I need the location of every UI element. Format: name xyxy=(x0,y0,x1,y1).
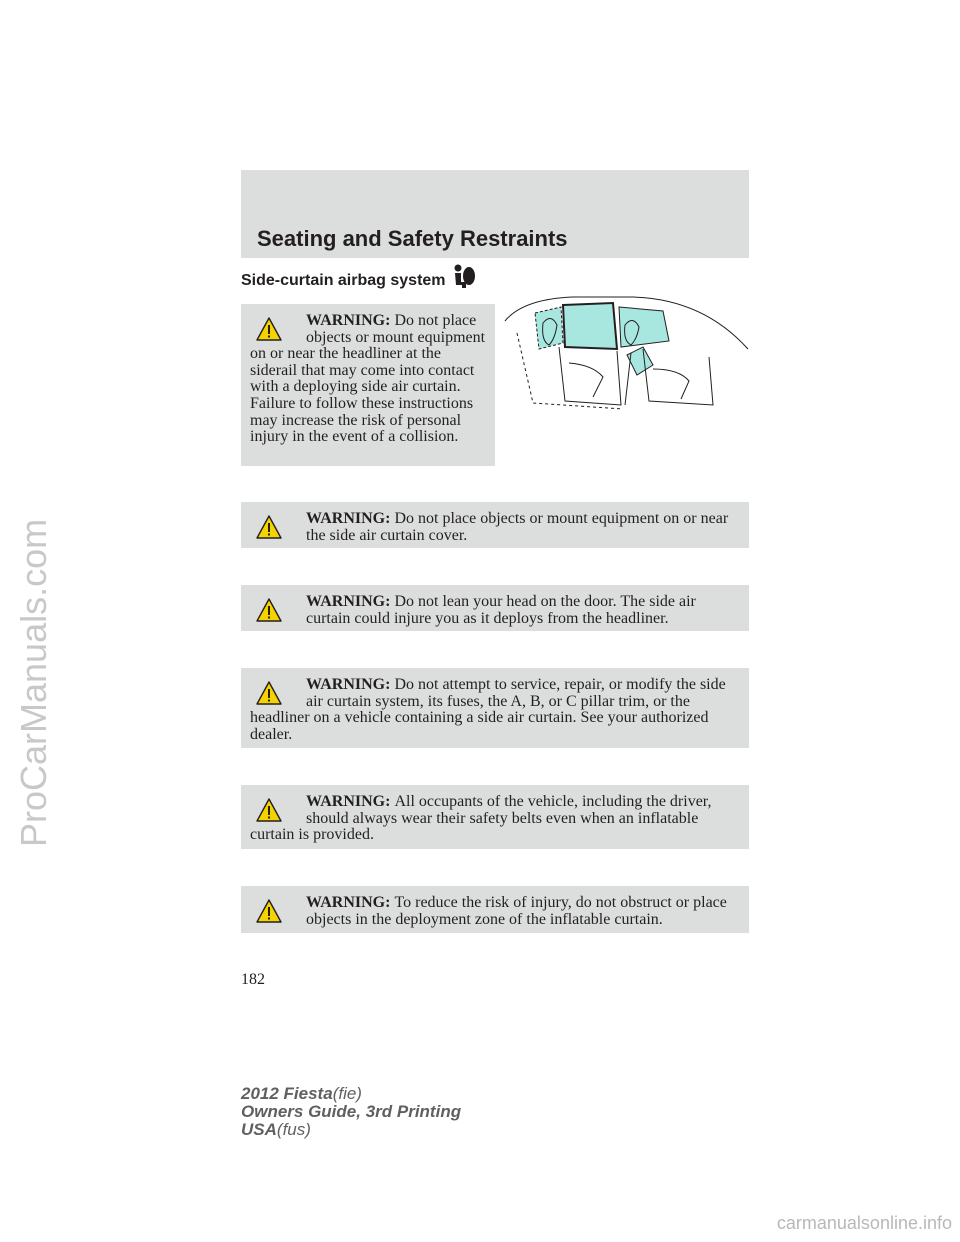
side-curtain-illustration xyxy=(503,293,750,411)
warning-box xyxy=(241,886,749,933)
footer-market-code: (fus) xyxy=(276,1120,311,1139)
warning-triangle-icon xyxy=(256,899,282,923)
section-title xyxy=(241,270,476,292)
warning-label: WARNING: xyxy=(306,312,391,329)
warning-text: All occupants of the vehicle, including the driver, should always wear their safety belts even when an inflatable curtain is provided. xyxy=(250,793,712,844)
warning-label: WARNING: xyxy=(306,894,391,911)
footer-market: USA xyxy=(241,1120,277,1139)
warning-text: Do not lean your head on the door. The side air curtain could injure you as it deploys from the headliner. xyxy=(306,593,696,627)
warning-box xyxy=(241,304,495,466)
warning-label: WARNING: xyxy=(306,676,391,693)
page-number: 182 xyxy=(241,971,265,988)
section-header xyxy=(241,170,749,258)
header-title: Seating and Safety Restraints xyxy=(257,226,568,251)
side-watermark: ProCarManuals.com xyxy=(13,518,54,847)
warning-box xyxy=(241,502,749,548)
warning-triangle-icon xyxy=(256,798,282,822)
warning-box xyxy=(241,785,749,849)
footer-model: 2012 Fiesta xyxy=(241,1084,333,1103)
warning-box xyxy=(241,585,749,631)
warning-text: Do not place objects or mount equipment on or near the side air curtain cover. xyxy=(306,510,729,544)
section-title-text: Side-curtain airbag system xyxy=(241,272,446,289)
warning-label: WARNING: xyxy=(306,793,391,810)
warning-label: WARNING: xyxy=(306,510,391,527)
warning-triangle-icon xyxy=(256,681,282,705)
footer-imprint xyxy=(241,1085,461,1139)
footer-model-code: (fie) xyxy=(332,1084,362,1103)
bottom-watermark: carmanualsonline.info xyxy=(776,1213,952,1233)
warning-label: WARNING: xyxy=(306,593,391,610)
footer-edition: Owners Guide, 3rd Printing xyxy=(241,1102,462,1121)
warning-text: Do not place objects or mount equipment on or near the headliner at the siderail that may come into contact with a deploying side air curtain. Failure to follow these instructions may increase the risk of personal injury in the event of a collision. xyxy=(250,312,486,446)
warning-text: Do not attempt to service, repair, or modify the side air curtain system, its fuses, the A, B, or C pillar trim, or the headliner on a vehicle containing a side air curtain. See your authorized dealer. xyxy=(250,676,726,743)
warning-triangle-icon xyxy=(256,598,282,622)
warning-box xyxy=(241,668,749,748)
warning-triangle-icon xyxy=(256,317,282,341)
warning-text: To reduce the risk of injury, do not obstruct or place objects in the deployment zone of the inflatable curtain. xyxy=(306,894,727,928)
seated-occupant-airbag-icon xyxy=(448,262,476,292)
warning-triangle-icon xyxy=(256,515,282,539)
